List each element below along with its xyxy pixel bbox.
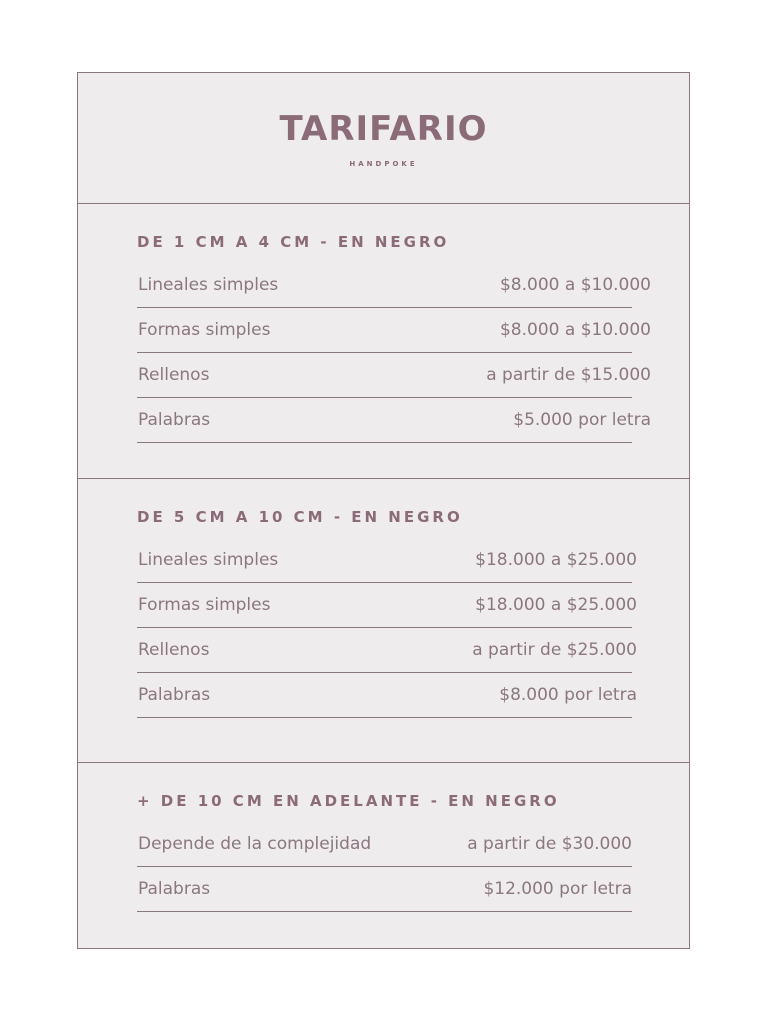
price-row (137, 583, 637, 628)
price-list-card (77, 72, 690, 949)
row-label: Rellenos (138, 365, 210, 385)
section-10cm-plus (78, 763, 689, 948)
row-label: Formas simples (138, 320, 271, 340)
header (78, 73, 689, 204)
price-row (137, 308, 651, 353)
price-row (137, 538, 637, 583)
row-price: $12.000 por letra (483, 879, 632, 899)
row-label: Lineales simples (138, 275, 279, 295)
row-label: Rellenos (138, 640, 210, 660)
row-price: $5.000 por letra (513, 410, 651, 430)
price-rows (137, 538, 637, 718)
row-price: $18.000 a $25.000 (475, 550, 637, 570)
price-row (137, 263, 651, 308)
price-row (137, 867, 632, 912)
price-row (137, 398, 651, 443)
section-title: DE 5 CM A 10 CM - EN NEGRO (137, 508, 463, 526)
row-label: Formas simples (138, 595, 271, 615)
row-price: a partir de $15.000 (486, 365, 651, 385)
row-label: Palabras (138, 685, 211, 705)
section-5-10cm (78, 479, 689, 763)
row-price: $8.000 por letra (499, 685, 637, 705)
price-row (137, 628, 637, 673)
price-row (137, 673, 637, 718)
row-price: $8.000 a $10.000 (499, 275, 651, 295)
section-title: DE 1 CM A 4 CM - EN NEGRO (137, 233, 450, 251)
row-label: Lineales simples (138, 550, 279, 570)
price-row (137, 353, 651, 398)
price-row (137, 822, 632, 867)
row-price: a partir de $25.000 (472, 640, 637, 660)
page-title: TARIFARIO (279, 109, 488, 149)
price-rows (137, 822, 632, 912)
page-subtitle: HANDPOKE (349, 160, 418, 168)
row-price: $18.000 a $25.000 (475, 595, 637, 615)
row-label: Depende de la complejidad (138, 834, 372, 854)
row-label: Palabras (138, 879, 211, 899)
section-1-4cm (78, 204, 689, 479)
row-price: a partir de $30.000 (467, 834, 632, 854)
row-label: Palabras (138, 410, 211, 430)
row-price: $8.000 a $10.000 (499, 320, 651, 340)
section-title: + DE 10 CM EN ADELANTE - EN NEGRO (137, 792, 560, 810)
price-rows (137, 263, 651, 443)
